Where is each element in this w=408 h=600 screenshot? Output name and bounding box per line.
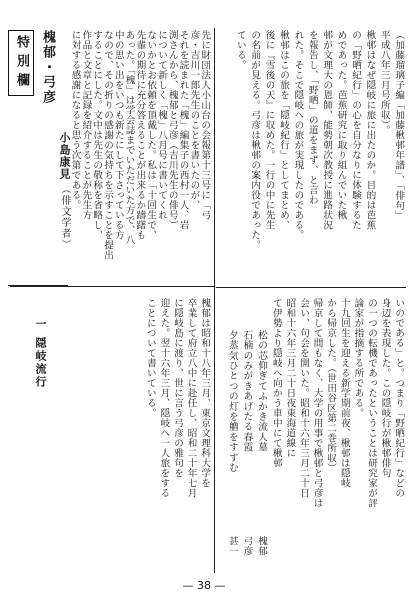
haiku-poet: 弓彦 xyxy=(241,536,253,557)
text-line: 槐郁は昭和十八年三月、東京文理科大学を xyxy=(199,298,211,488)
text-line: 楸邨はなぜ隠岐に旅に出たのか。目的は芭蕉 xyxy=(364,30,376,230)
text-line: あった。「槐」は学会誌までいただいた方で、八 xyxy=(123,30,135,246)
mid-divider-rule xyxy=(10,286,215,287)
author-name: 小島康見 xyxy=(58,132,71,180)
haiku-text: 石楠のみがきあげたる春霞 xyxy=(241,330,253,453)
text-line: 中の思い出をいつも新たにして下さっている方 xyxy=(112,30,124,240)
text-line: 邨が文理大の恩師、能勢朝次教授に進路状況 xyxy=(321,30,333,230)
text-line: の名前が見える。弓彦は楸邨の案内役であった。 xyxy=(249,30,261,250)
text-line: 卒業して府立八中に赴任し、昭和二十年七月 xyxy=(185,298,197,498)
text-line: することにした。文中は先生の敬称を省略し、 xyxy=(91,30,103,240)
special-column-label: 特別欄 xyxy=(8,30,34,96)
author-role: （俳文学者） xyxy=(59,184,70,251)
text-line: 彦・吉川一郎先生のことを書いたのが、 xyxy=(188,30,200,210)
text-line: （加藤瑠璃子編「加藤楸邨年譜」、「俳句」 xyxy=(393,30,405,221)
text-line: を報告し、「野晒」の道をまず、と言わ xyxy=(306,30,318,206)
text-line: 迎えた。翌十六年三月、隠岐へ一人旅をする xyxy=(158,298,170,498)
page-number: — 38 — xyxy=(182,579,226,592)
right-divider-rule xyxy=(216,287,406,288)
text-line: ことについて書いている。 xyxy=(144,298,156,418)
text-line: いのである」と。つまり「野晒紀行」などの xyxy=(393,298,405,498)
section-heading: 一 隠岐流行 xyxy=(34,318,47,389)
text-line: れた。そこで隠岐への旅が実現したのである。 xyxy=(292,30,304,240)
text-line: について新しく「槐」八月号に書いてくれ xyxy=(156,30,167,220)
haiku-poet: 甚一 xyxy=(226,536,238,557)
text-line: 渕さんから、槐郁と弓彦（吉川先生の俳号） xyxy=(166,30,178,230)
text-line: 楸邨はこの旅を「隠岐紀行」としてまとめ、 xyxy=(278,30,289,230)
text-line: 昭和十六年三月二十日夜東海道線に xyxy=(284,298,296,458)
text-line: 先に財団法人小山台の会報第十三号に「弓 xyxy=(199,30,211,220)
haiku-text: 夕蒸気ひとつの灯を艪をすすむ xyxy=(226,330,238,473)
text-line: 先輩の期待に充分答えることが出来るか躊躇も xyxy=(134,30,146,240)
text-line: の一つの転機であったということは研究家が評 xyxy=(366,298,377,508)
text-line: 会い、句会を開いた。昭和十六年三月二十日 xyxy=(298,298,309,498)
text-line: なので、その折りの感謝の気持ちを示すことを提出 xyxy=(102,30,113,260)
text-line: めであった。芭蕉研究に取り組んでいた楸 xyxy=(335,30,347,220)
haiku-poet: 槐郁 xyxy=(256,536,267,557)
text-line: 十九回生を迎える新学期前夜、楸邨は隠岐 xyxy=(338,298,350,488)
center-column-rule xyxy=(214,28,215,573)
text-line: の「野晒紀行」の心を自分なりに体験するた xyxy=(350,30,361,230)
text-line: から帰京した。（世田谷区第二巻所収） xyxy=(325,298,337,474)
text-line: ないかとお依頼を頂戴した。私は「十回生で、 xyxy=(145,30,157,240)
article-title: 槐郁・弓彦 xyxy=(40,30,55,105)
text-line: それを読まれた「槐」編集子の西村一人、岩 xyxy=(177,30,189,230)
text-line: 論家が指摘する所である。 xyxy=(352,298,364,418)
text-line: 平成八年三月号所収）。 xyxy=(378,30,390,136)
text-line: に対する感謝になると思う次第である。 xyxy=(69,30,81,210)
text-line: 帰京して間もなく、大学の用事で楸邨と弓彦は xyxy=(311,298,323,508)
text-line: に隠岐島に渡り、世に言う弓彦の雅句を xyxy=(172,298,183,478)
text-line: 身辺を表現した。この隠岐行が楸邨俳句 xyxy=(379,298,391,478)
text-line: 作品と文章と記録を紹介することが先生方 xyxy=(80,30,92,220)
haiku-text: 松の芯仰ぎてふかき流人墓 xyxy=(256,330,267,453)
text-line: ている。 xyxy=(234,30,246,70)
text-line: て伊勢より隠岐へ向かう車中にて楸邨 xyxy=(270,298,282,468)
text-line: 後に『雪後の天』に収めた。一行の中に先生 xyxy=(263,30,275,230)
